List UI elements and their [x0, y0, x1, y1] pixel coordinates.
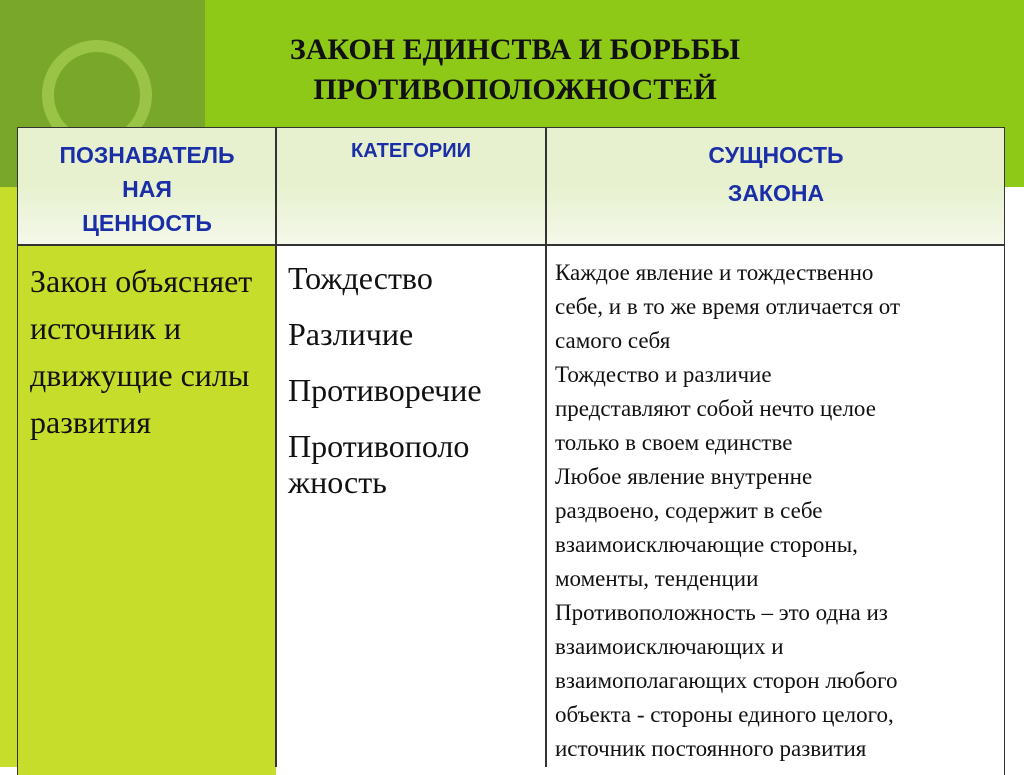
essence-line: раздвоено, содержит в себе [555, 498, 823, 523]
table-body-row [17, 245, 1005, 775]
title-line-2: ПРОТИВОПОЛОЖНОСТЕЙ [313, 73, 717, 106]
category-item: Противополо жность [288, 428, 470, 500]
essence-line: представляют собой нечто целое [555, 396, 876, 421]
essence-line: взаимоисключающие стороны, [555, 532, 858, 557]
essence-line: Каждое явление и тождественно [555, 260, 874, 285]
header-col1-line1: ПОЗНАВАТЕЛЬ [59, 142, 235, 168]
essence-line: себе, и в то же время отличается от [555, 294, 901, 319]
header-categories [276, 128, 546, 244]
essence-line: Тождество и различие [555, 362, 772, 387]
header-cognitive-value [18, 128, 276, 244]
essence-line: Противоположность – это одна из [555, 600, 888, 625]
essence-line: моменты, тенденции [555, 566, 759, 591]
essence-line: самого себя [555, 328, 671, 353]
slide-title [205, 30, 825, 110]
essence-line: только в своем единстве [555, 430, 793, 455]
header-col2-label: КАТЕГОРИИ [351, 140, 471, 162]
header-col3-line1: СУЩНОСТЬ [708, 142, 844, 168]
header-col3-line2: ЗАКОНА [727, 180, 825, 206]
essence-line: объекта - стороны единого целого, [555, 702, 894, 727]
table-divider-2 [545, 127, 547, 767]
category-item: Противоречие [288, 372, 482, 408]
header-essence [546, 128, 1006, 244]
essence-line: взаимополагающих сторон любого [555, 668, 898, 693]
essence-text [555, 256, 995, 766]
cognitive-value-text: Закон объясняет источник и движущие силы развития [30, 263, 253, 440]
essence-line: взаимоисключающих и [555, 634, 784, 659]
category-item: Тождество [288, 260, 433, 296]
table-divider-1 [275, 127, 277, 767]
category-item: Различие [288, 316, 414, 352]
cognitive-value-cell [18, 246, 276, 775]
header-col1-line2: НАЯ [122, 176, 172, 202]
title-line-1: ЗАКОН ЕДИНСТВА И БОРЬБЫ [289, 33, 741, 66]
essence-line: источник постоянного развития [555, 736, 867, 761]
categories-list [288, 260, 543, 520]
header-col1-line3: ЦЕННОСТЬ [82, 210, 212, 236]
essence-line: Любое явление внутренне [555, 464, 813, 489]
table-header-row [17, 127, 1005, 245]
